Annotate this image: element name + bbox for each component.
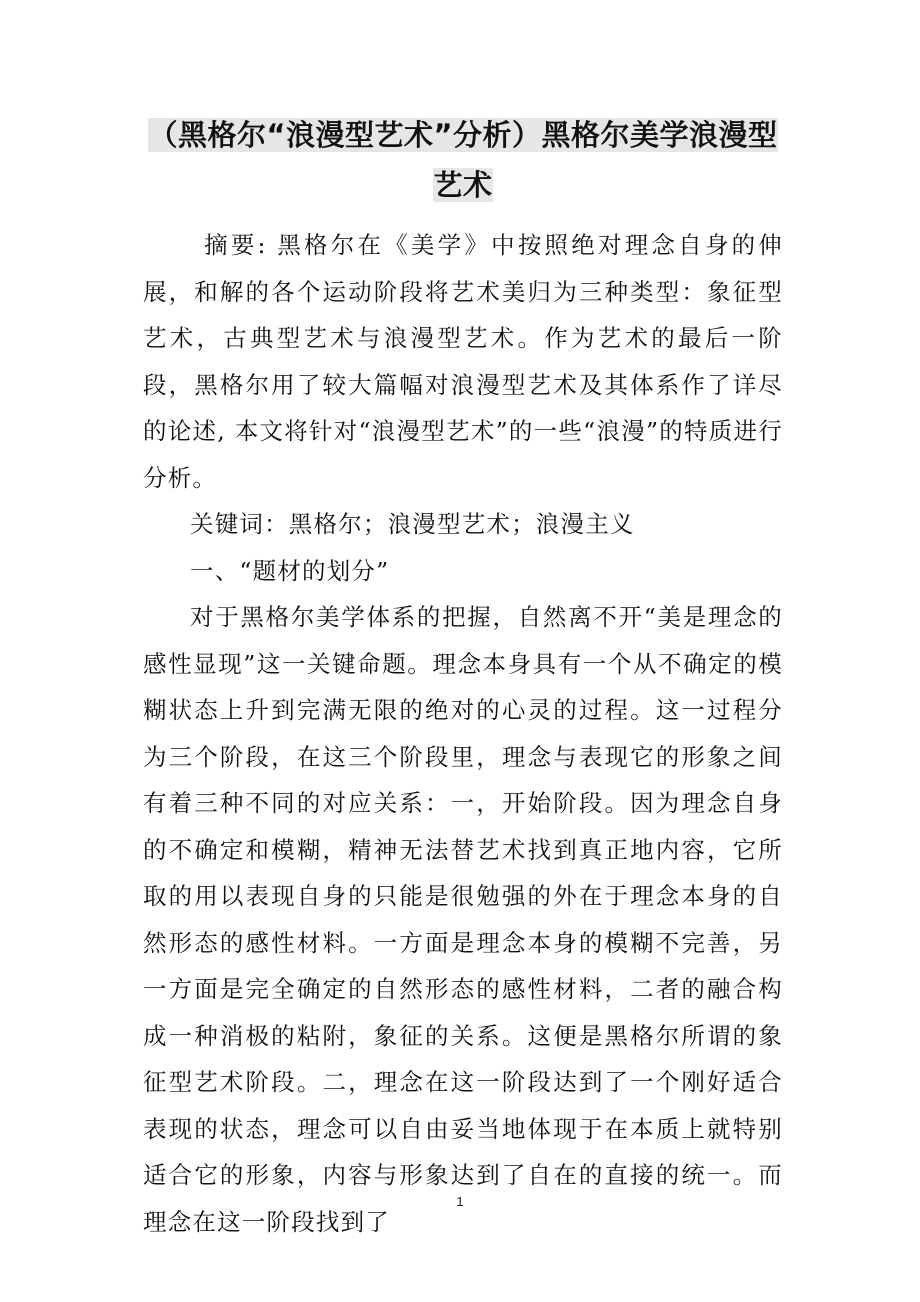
document-title [138, 110, 788, 210]
page-number: 1 [456, 1194, 464, 1209]
keywords-line: 关键词：黑格尔；浪漫型艺术；浪漫主义 [190, 510, 635, 538]
abstract-paragraph: 摘要: 黑格尔在《美学》中按照绝对理念自身的伸展，和解的各个运动阶段将艺术美归为三种类型：象征型艺术，古典型艺术与浪漫型艺术。作为艺术的最后一阶段，黑格尔用了较大篇幅对浪漫型艺术及其体系作了详尽的论述, 本文将针对“浪漫型艺术”的一些“浪漫”的特质进行分析。 [143, 231, 783, 492]
document-title-text: （黑格尔“浪漫型艺术”分析）黑格尔美学浪漫型艺术 [148, 118, 778, 202]
body-paragraph: 对于黑格尔美学体系的把握，自然离不开“美是理念的感性显现”这一关键命题。理念本身具有一个从不确定的模糊状态上升到完满无限的绝对的心灵的过程。这一过程分为三个阶段，在这三个阶段里，理念与表现它的形象之间有着三种不同的对应关系：一，开始阶段。因为理念自身的不确定和模糊，精神无法替艺术找到真正地内容，它所取的用以表现自身的只能是很勉强的外在于理念本身的自然形态的感性材料。一方面是理念本身的模糊不完善，另一方面是完全确定的自然形态的感性材料，二者的融合构成一种消极的粘附，象征的关系。这便是黑格尔所谓的象征型艺术阶段。二，理念在这一阶段达到了一个刚好适合表现的状态，理念可以自由妥当地体现于在本质上就特别适合它的形象，内容与形象达到了自在的直接的统一。而理念在这一阶段找到了 [143, 603, 783, 1236]
section-heading: 一、“题材的划分” [190, 556, 390, 585]
document-body [143, 222, 783, 1245]
